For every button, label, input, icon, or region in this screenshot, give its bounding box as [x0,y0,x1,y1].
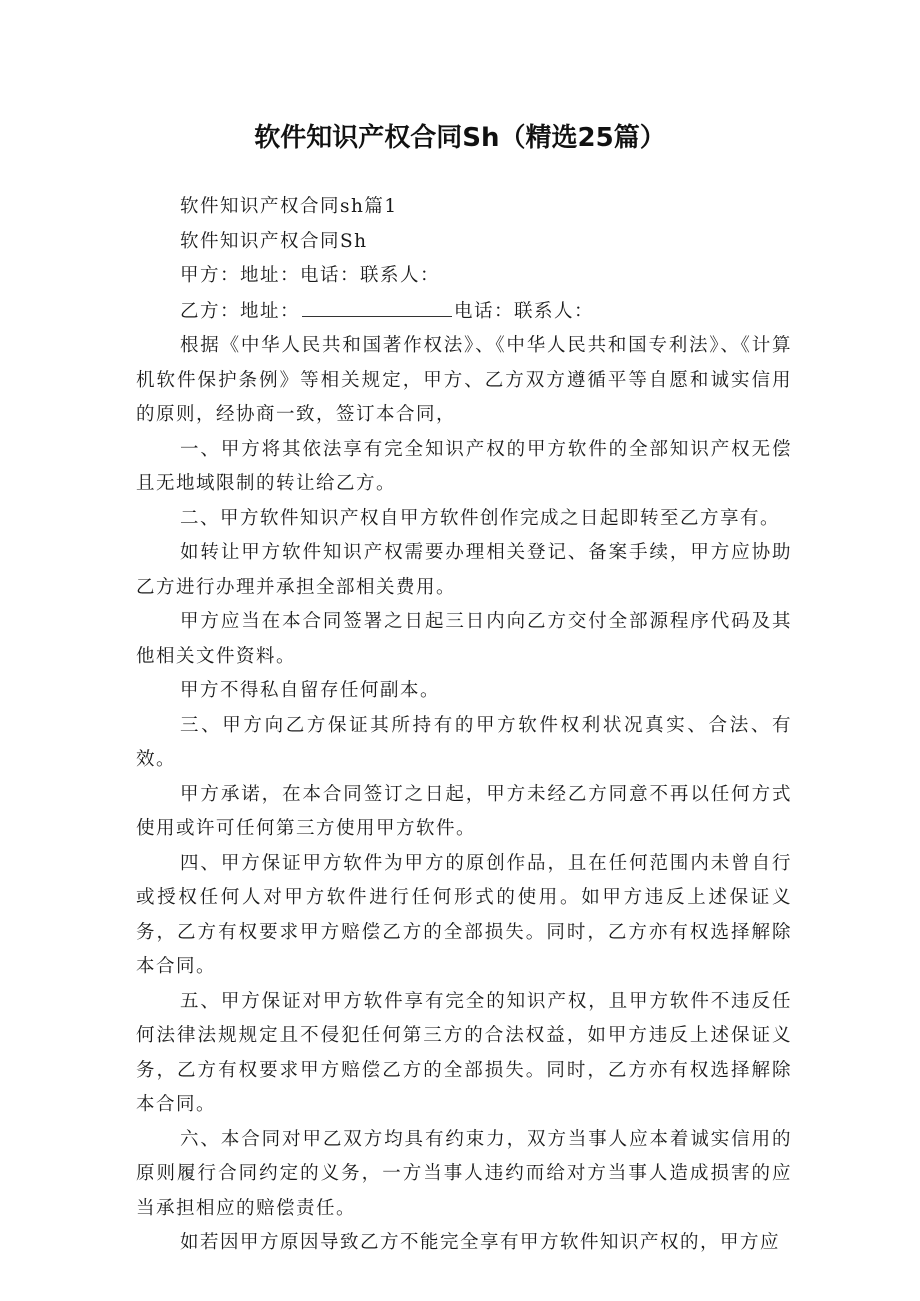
clause-paragraph: 四、甲方保证甲方软件为甲方的原创作品，且在任何范围内未曾自行或授权任何人对甲方软件进行任何形式的使用。如甲方违反上述保证义务，乙方有权要求甲方赔偿乙方的全部损失。同时，乙方亦有权选择解除本合同。 [136,852,792,977]
clause-paragraph: 一、甲方将其依法享有完全知识产权的甲方软件的全部知识产权无偿且无地域限制的转让给乙方。 [136,438,792,494]
party-b-suffix: 电话：联系人： [454,300,595,322]
clause-paragraph: 如转让甲方软件知识产权需要办理相关登记、备案手续，甲方应协助乙方进行办理并承担全部相关费用。 [136,542,792,598]
party-a-line: 甲方：地址：电话：联系人： [180,265,441,286]
preamble-paragraph: 根据《中华人民共和国著作权法》、《中华人民共和国专利法》、《计算机软件保护条例》等相关规定，甲方、乙方双方遵循平等自愿和诚实信用的原则，经协商一致，签订本合同， [136,335,792,425]
party-b-line [136,294,792,330]
clause-paragraph: 三、甲方向乙方保证其所持有的甲方软件权利状况真实、合法、有效。 [136,714,792,770]
document-title: 软件知识产权合同Sh（精选25篇） [254,123,666,153]
clause-paragraph: 甲方承诺，在本合同签订之日起，甲方未经乙方同意不再以任何方式使用或许可任何第三方使用甲方软件。 [136,783,792,839]
address-blank-underline [302,294,452,317]
document-body [136,190,792,1261]
clause-paragraph: 五、甲方保证对甲方软件享有完全的知识产权，且甲方软件不违反任何法律法规规定且不侵犯任何第三方的合法权益，如甲方违反上述保证义务，乙方有权要求甲方赔偿乙方的全部损失。同时，乙方亦有权选择解除本合同。 [136,990,792,1115]
clause-paragraph: 二、甲方软件知识产权自甲方软件创作完成之日起即转至乙方享有。 [180,507,781,529]
contract-name: 软件知识产权合同Sh [180,230,368,252]
clause-paragraph: 甲方应当在本合同签署之日起三日内向乙方交付全部源程序代码及其他相关文件资料。 [136,611,792,667]
party-b-prefix: 乙方：地址： [180,300,301,322]
clause-paragraph: 六、本合同对甲乙双方均具有约束力，双方当事人应本着诚实信用的原则履行合同约定的义务，一方当事人违约而给对方当事人造成损害的应当承担相应的赔偿责任。 [136,1128,792,1219]
clause-paragraph: 甲方不得私自留存任何副本。 [180,680,441,701]
clause-paragraph: 如若因甲方原因导致乙方不能完全享有甲方软件知识产权的，甲方应 [180,1232,781,1253]
section-heading: 软件知识产权合同sh篇1 [180,196,398,217]
